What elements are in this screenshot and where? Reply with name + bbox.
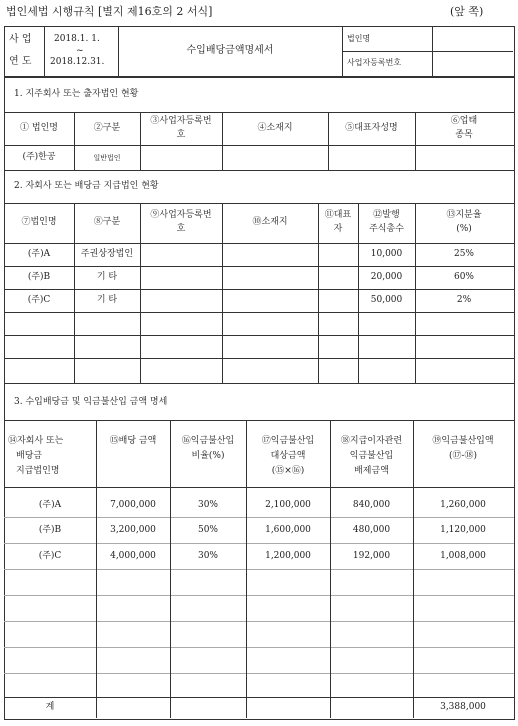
s1-row-type: 일반법인 bbox=[93, 154, 121, 162]
s3-row-amount: 1,120,000 bbox=[440, 525, 486, 535]
s3-row-name: (주)C bbox=[38, 551, 62, 561]
section3-heading: 3. 수입배당금 및 익금불산입 금액 명세 bbox=[14, 397, 168, 407]
s3-row-rate: 30% bbox=[197, 551, 218, 561]
s1-col-representative: ⑤대표자성명 bbox=[345, 123, 398, 133]
s2-row-shares: 50,000 bbox=[370, 295, 403, 305]
s1-col-business-2: 종목 bbox=[455, 130, 473, 140]
s3-row-name: (주)A bbox=[38, 500, 62, 510]
s2-col-type: ⑧구분 bbox=[93, 217, 121, 227]
s1-col-business: ⑥업태 bbox=[450, 116, 478, 126]
s3-col-amount: ⑲익금불산입액 bbox=[432, 436, 494, 446]
s3-row-name: (주)B bbox=[38, 525, 62, 535]
total-label: 계 bbox=[45, 702, 55, 712]
s1-row-name: (주)한공 bbox=[22, 152, 56, 162]
s3-col-rate: ⑯익금불산입 bbox=[181, 436, 235, 446]
s3-col-exclude: ⑱지급이자관련 bbox=[340, 436, 403, 446]
s2-row-ratio: 2% bbox=[456, 295, 472, 305]
s1-col-corp-name: ① 법인명 bbox=[20, 123, 58, 133]
section1-heading: 1. 지주회사 또는 출자법인 현황 bbox=[14, 89, 139, 99]
info-block-bottom bbox=[4, 76, 514, 78]
s3-row-target: 1,200,000 bbox=[265, 551, 311, 561]
form-title: 수입배당금액명세서 bbox=[186, 45, 274, 56]
s2-col-ratio: ⑬지분율 bbox=[446, 210, 482, 220]
business-year-label-2: 연 도 bbox=[9, 56, 32, 67]
s2-col-representative-2: 자 bbox=[333, 224, 343, 234]
s3-col-target: ⑰익금불산입 bbox=[261, 436, 315, 446]
s1-col-reg-no-2: 호 bbox=[176, 130, 186, 140]
s3-col-corp-name-3: 지급법인명 bbox=[16, 466, 60, 476]
s3-row-target: 1,600,000 bbox=[265, 525, 311, 535]
page-side-label: (앞 쪽) bbox=[450, 5, 484, 18]
s3-row-dividend: 3,200,000 bbox=[110, 525, 156, 535]
s3-col-target-3: (⑮×⑯) bbox=[271, 466, 305, 476]
s3-col-dividend: ⑮배당 금액 bbox=[109, 436, 157, 446]
period-start: 2018.1. 1. bbox=[54, 34, 100, 44]
s2-row-name: (주)C bbox=[27, 295, 51, 305]
s2-col-total-shares-2: 주식총수 bbox=[369, 224, 404, 234]
s3-row-exclude: 840,000 bbox=[352, 500, 391, 510]
s2-row-shares: 10,000 bbox=[370, 249, 403, 259]
s2-col-reg-no-2: 호 bbox=[176, 224, 186, 234]
s2-row-type: 기 타 bbox=[96, 295, 118, 305]
period-end: 2018.12.31. bbox=[50, 57, 105, 67]
s3-row-exclude: 480,000 bbox=[352, 525, 391, 535]
s3-col-corp-name-2: 배당금 bbox=[16, 451, 43, 461]
s2-row-type: 주권상장법인 bbox=[80, 249, 134, 259]
s2-row-shares: 20,000 bbox=[370, 272, 403, 282]
s2-col-corp-name: ⑦법인명 bbox=[21, 217, 57, 227]
s3-row-exclude: 192,000 bbox=[352, 551, 391, 561]
s1-col-reg-no: ③사업자등록번 bbox=[150, 116, 212, 126]
corp-reg-label: 사업자등록번호 bbox=[347, 58, 402, 67]
s3-row-amount: 1,260,000 bbox=[440, 500, 486, 510]
s2-col-ratio-2: (%) bbox=[456, 224, 472, 234]
s3-row-dividend: 7,000,000 bbox=[110, 500, 156, 510]
s2-col-address: ⑩소재지 bbox=[252, 217, 288, 227]
business-year-label-1: 사 업 bbox=[9, 34, 32, 45]
s3-col-exclude-2: 익금불산입 bbox=[349, 451, 394, 461]
s2-row-name: (주)A bbox=[27, 249, 51, 259]
corp-name-label: 법인명 bbox=[347, 34, 371, 43]
total-amount: 3,388,000 bbox=[440, 702, 486, 712]
s2-row-type: 기 타 bbox=[96, 272, 118, 282]
s3-row-target: 2,100,000 bbox=[265, 500, 311, 510]
s3-row-amount: 1,008,000 bbox=[440, 551, 486, 561]
section2-heading: 2. 자회사 또는 배당금 지급법인 현황 bbox=[14, 181, 159, 191]
s2-col-total-shares: ⑫발행 bbox=[373, 210, 400, 220]
s2-row-ratio: 25% bbox=[453, 249, 474, 259]
s1-col-type: ②구분 bbox=[93, 123, 121, 133]
s3-row-rate: 30% bbox=[197, 500, 218, 510]
s3-row-rate: 50% bbox=[197, 525, 218, 535]
s3-col-corp-name: ⑭자회사 또는 bbox=[8, 436, 64, 446]
s3-col-target-2: 대상금액 bbox=[270, 451, 306, 461]
s3-col-rate-2: 비율(%) bbox=[191, 451, 225, 461]
period-separator: ~ bbox=[76, 46, 84, 56]
s1-col-address: ④소재지 bbox=[257, 123, 293, 133]
s3-row-dividend: 4,000,000 bbox=[110, 551, 156, 561]
s2-row-ratio: 60% bbox=[453, 272, 474, 282]
s2-col-reg-no: ⑨사업자등록번 bbox=[150, 210, 212, 220]
s3-col-exclude-3: 배제금액 bbox=[354, 466, 389, 476]
s3-col-amount-2: (⑰-⑱) bbox=[448, 451, 478, 461]
regulation-caption: 법인세법 시행규칙 [별지 제16호의 2 서식] bbox=[6, 5, 213, 18]
s2-row-name: (주)B bbox=[27, 272, 51, 282]
s2-col-representative: ⑪대표 bbox=[324, 210, 352, 220]
